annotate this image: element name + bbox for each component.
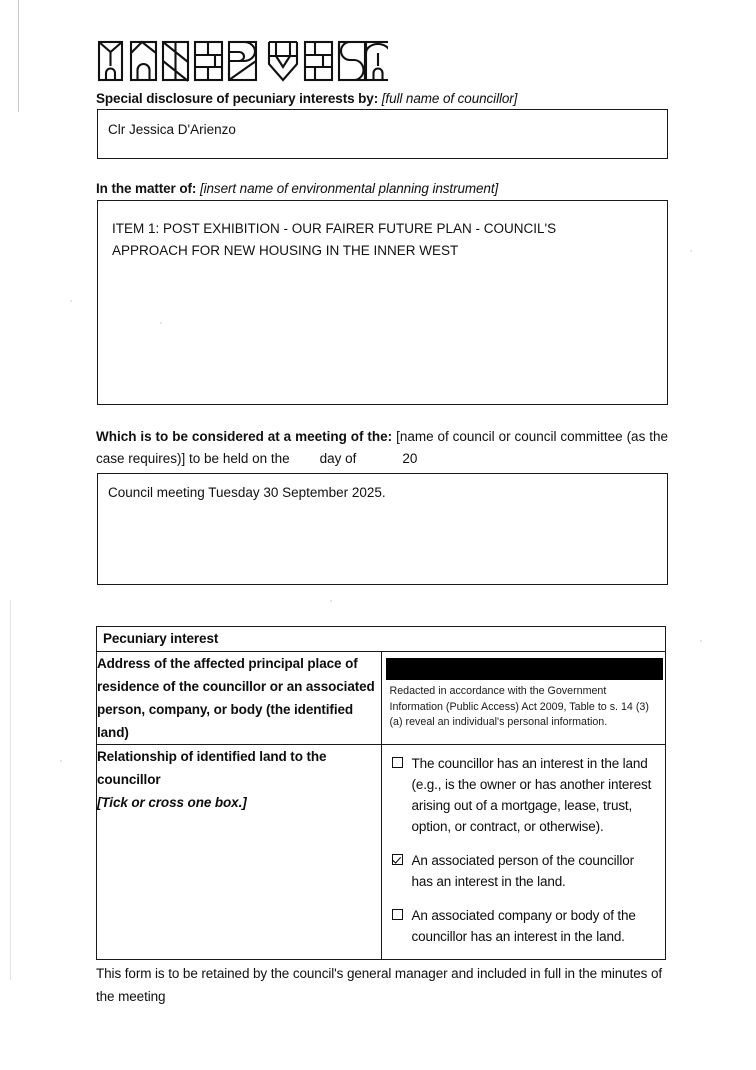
table-header-row bbox=[97, 627, 666, 652]
meeting-details-box[interactable] bbox=[97, 473, 668, 585]
matter-label bbox=[96, 178, 716, 199]
scan-edge-artifact-lower bbox=[10, 600, 11, 980]
meeting-label-rest: [name of council or council committee (as the case requires)] to be held on the bbox=[96, 429, 668, 466]
meeting-details-value: Council meeting Tuesday 30 September 2025. bbox=[108, 485, 386, 500]
meeting-label-bold: Which is to be considered at a meeting of the: bbox=[96, 429, 393, 444]
scan-speckle bbox=[700, 640, 702, 642]
meeting-label-year: 20 bbox=[402, 450, 418, 466]
address-row-label: Address of the affected principal place of residence of the councillor or an associated person, company, or body (the identified land) bbox=[97, 652, 382, 745]
table-row-relationship bbox=[97, 745, 666, 960]
checkbox-option-councillor-interest[interactable] bbox=[392, 753, 656, 837]
councillor-name-box[interactable] bbox=[97, 109, 668, 159]
checkbox-unchecked-icon[interactable] bbox=[392, 909, 403, 920]
table-header-pecuniary-interest: Pecuniary interest bbox=[97, 627, 666, 652]
matter-value: ITEM 1: POST EXHIBITION - OUR FAIRER FUTURE PLAN - COUNCIL'S APPROACH FOR NEW HOUSING IN THE INNER WEST bbox=[112, 221, 557, 258]
relationship-checkbox-list bbox=[382, 745, 666, 959]
councillor-name-value: Clr Jessica D'Arienzo bbox=[108, 122, 236, 137]
relationship-options-cell bbox=[381, 745, 666, 960]
checkbox-checked-icon[interactable] bbox=[392, 854, 403, 865]
meeting-label-day-of: day of bbox=[319, 450, 357, 466]
matter-label-italic: [insert name of environmental planning instrument] bbox=[199, 181, 499, 196]
table-row-address bbox=[97, 652, 666, 745]
redaction-note: Redacted in accordance with the Government Information (Public Access) Act 2009, Table to s. 14 (3) (a) reveal an individual's personal information. bbox=[389, 685, 649, 728]
checkbox-option-label: An associated company or body of the councillor has an interest in the land. bbox=[411, 908, 636, 944]
checkbox-option-label: The councillor has an interest in the land (e.g., is the owner or has another interest arising out of a mortgage, lease, trust, option, or contract, or otherwise). bbox=[411, 756, 652, 834]
scan-speckle bbox=[70, 300, 72, 302]
pecuniary-interest-table bbox=[96, 626, 666, 960]
scan-speckle bbox=[690, 250, 692, 252]
relationship-row-label-text: Relationship of identified land to the councillor bbox=[97, 749, 327, 787]
matter-box[interactable] bbox=[97, 200, 668, 405]
councillor-name-label-bold: Special disclosure of pecuniary interests by: bbox=[96, 91, 379, 106]
checkbox-unchecked-icon[interactable] bbox=[392, 757, 403, 768]
checkbox-option-associated-company[interactable] bbox=[392, 905, 656, 947]
scan-speckle bbox=[330, 600, 332, 602]
scan-speckle bbox=[160, 322, 162, 324]
checkbox-option-label: An associated person of the councillor has an interest in the land. bbox=[411, 853, 634, 889]
councillor-name-label-italic: [full name of councillor] bbox=[381, 91, 518, 106]
relationship-row-label bbox=[97, 745, 382, 960]
scan-edge-artifact bbox=[18, 0, 19, 112]
checkbox-option-associated-person[interactable] bbox=[392, 850, 656, 892]
scan-speckle bbox=[60, 760, 62, 762]
relationship-row-label-italic: [Tick or cross one box.] bbox=[97, 795, 247, 810]
form-retention-footer: This form is to be retained by the council's general manager and included in full in the minutes of the meeting bbox=[96, 966, 662, 1004]
redaction-bar bbox=[386, 658, 663, 680]
matter-label-bold: In the matter of: bbox=[96, 181, 197, 196]
meeting-label bbox=[96, 426, 668, 469]
address-row-value bbox=[381, 652, 666, 745]
councillor-name-label bbox=[96, 88, 696, 109]
inner-west-logo bbox=[96, 36, 388, 84]
